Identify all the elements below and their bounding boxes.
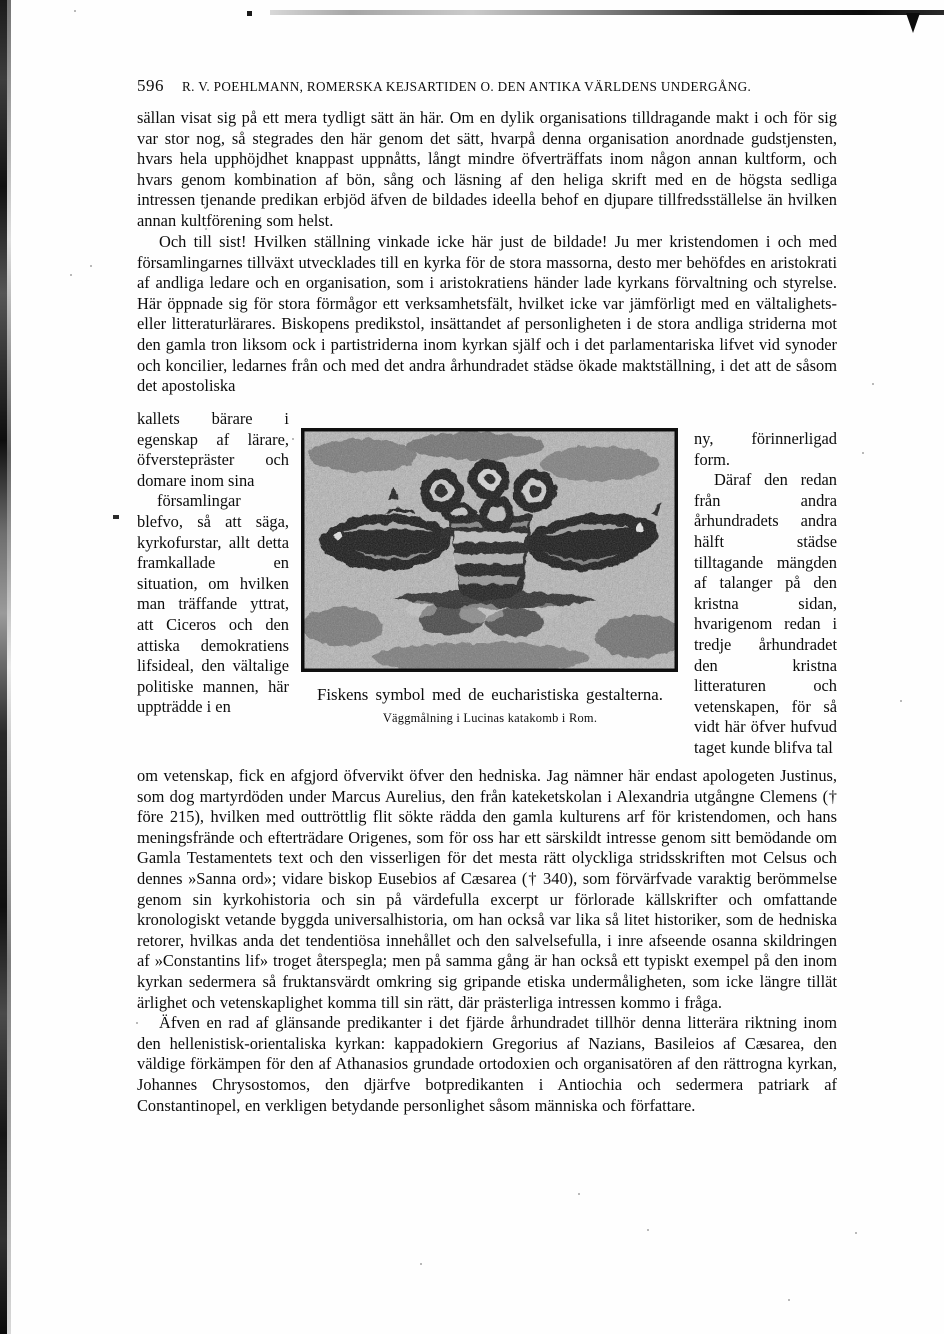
paragraph-text: Äfven en rad af glänsande predikanter i det fjärde århundradet tillhör denna litterära riktning inom den hellenistisk-orientaliska kyrkan: kappadokiern Gregorius af Nazians, Basileios af Cæsarea, den väldige förkämpen för den af Athanasios grundade ortodoxien och organisatören af den rättrogna kyrkan, Johannes Chrysostomos, den djärfve botpredikanten i Antiochia och sedermera patriark af Constantinopel, en verkligen betydande personlighet såsom människa och författare. bbox=[137, 1013, 837, 1115]
scan-edge-left bbox=[0, 0, 7, 1334]
scan-speck bbox=[70, 274, 72, 276]
scan-speck bbox=[872, 383, 874, 385]
running-title: R. V. POEHLMANN, ROMERSKA KEJSARTIDEN O. DEN ANTIKA VÄRLDENS UNDERGÅNG. bbox=[182, 79, 752, 94]
paragraph-text: Och till sist! Hvilken ställning vinkade icke här just de bildade! Ju mer kristendomen i och med församlingarnes tillväxt utvecklades till en kyrka för de stora massorna, desto mer behöfdes en aristokrati af andliga ledare och en organisation, som i aristokratiens händer lade kyrkans förvaltning och styrelse. Här öppnade sig för stora förmågor ett verksamhetsfält, hvilket icke var jämförligt med en vältalighets- eller litteraturlärares. Biskopens predikstol, insättandet af personligheten i de stora andliga striderna mot den gamla tron liksom ock i partistriderna inom kyrkan själf och i det parlamentariska lifvet vid synoder och koncilier, ledarnes från och med det andra århundradet städse ökade maktställning, i det att de såsom det apostoliska bbox=[137, 232, 837, 396]
scan-speck bbox=[420, 1263, 422, 1265]
paragraph-text: kallets bärare i egenskap af lärare, öfverstepräster och domare inom sina bbox=[137, 409, 289, 490]
scan-speck bbox=[113, 515, 119, 519]
scan-speck bbox=[855, 1232, 857, 1234]
body-paragraph-1 bbox=[137, 108, 837, 232]
scan-speck bbox=[74, 10, 76, 12]
paragraph-text: ny, förinnerligad form. bbox=[694, 429, 837, 469]
body-paragraph-2 bbox=[137, 232, 837, 397]
scan-speck bbox=[900, 700, 902, 702]
scan-speck bbox=[90, 265, 92, 267]
scan-speck bbox=[578, 1193, 580, 1195]
paragraph-text: församlingar blefvo, så att säga, kyrkofurstar, allt detta framkallade en situation, om hvilken man träffande yttrat, att Ciceros och den attiska demokratiens lifsideal, den vältalige politiske mannen, här uppträdde i en bbox=[137, 491, 289, 717]
scan-notch-mark bbox=[906, 13, 920, 33]
paragraph-text: Däraf den redan från andra århundradets andra hälft städse tilltagande mängden af talanger på den kristna sidan, hvarigenom redan i tredje århundradet den kristna litteraturen och vetenskapen, för så vidt här öfver hufvud taget kunde blifva tal bbox=[694, 470, 837, 757]
figure-caption-source: Väggmålning i Lucinas katakomb i Rom. bbox=[382, 711, 598, 725]
running-head bbox=[137, 76, 837, 96]
figure-illustration bbox=[301, 428, 678, 672]
body-paragraph-4 bbox=[137, 766, 837, 1116]
scan-speck bbox=[788, 1299, 790, 1301]
scan-speck bbox=[247, 11, 252, 16]
scan-speck bbox=[292, 438, 294, 440]
scan-edge-left-inner bbox=[7, 0, 11, 1334]
page-number: 596 bbox=[137, 76, 164, 95]
scan-edge-top bbox=[270, 10, 944, 15]
figure-caption bbox=[300, 684, 680, 727]
scan-speck bbox=[647, 1229, 649, 1231]
right-wrap-column bbox=[694, 429, 837, 759]
scan-speck bbox=[862, 452, 864, 454]
figure-caption-main: Fiskens symbol med de eucharistiska gestalterna. bbox=[317, 685, 663, 704]
paragraph-text: om vetenskap, fick en afgjord öfvervikt öfver den hedniska. Jag nämner här endast apologeten Justinus, som dog martyrdöden under Marcus Aurelius, den från kateketskolan i Alexandria utgångne Clemens († före 215), hvilken med outtröttlig flit sökte rädda den gamla kulturens arf för kristendomen, och hans meningsfrände och efterträdare Origenes, som för oss har ett särskildt intresse genom sitt bemödande om Gamla Testamentets text och den visserligen för det mesta rätt olyckliga stridsskriften mot Celsus och dennes »Sanna ord»; vidare biskop Eusebios af Cæsarea († 340), som förvärfvade varaktig berömmelse genom sin kyrkohistoria och sin på värdefulla excerpt ur förlorade källskrifter och omfattande kronologiskt vetande byggda universalhistoria, om han också var lika så litet historiker, som de hedniska retorer, hvilkas anda det tendentiösa innehållet och den salvelsefulla, i inre afseende osanna skildringen af »Constantins lif» troget återspegla; men på samma gång är han också ett typiskt exempel på den inom kyrkan sedermera så fruktansvärdt omkring sig gripande etiska undermåligheten, som icke längre tillät ärlighet och vetenskaplighet komma till sin rätt, där prästerliga intressen kommo i fråga. bbox=[137, 766, 837, 1012]
left-wrap-column bbox=[137, 409, 289, 718]
fresco-halftone-graphic bbox=[303, 430, 676, 670]
paragraph-text: sällan visat sig på ett mera tydligt sätt än här. Om en dylik organisations tilldragande makt i och för sig var stor nog, så stegrades den här genom det sätt, hvarpå denna organisation anordnade gudstjensten, hvars hela upphöjdhet knappast uppnåtts, långt mindre öfverträffats inom någon annan kultform, och hvars genom kombination af bön, sång och läsning af den heliga skrift med en de högsta sedliga intressen tjenande predikan erbjöd äfven de bildades ideella behof en djupare tillfredsställelse än hvilken annan kultförening som helst. bbox=[137, 108, 837, 230]
